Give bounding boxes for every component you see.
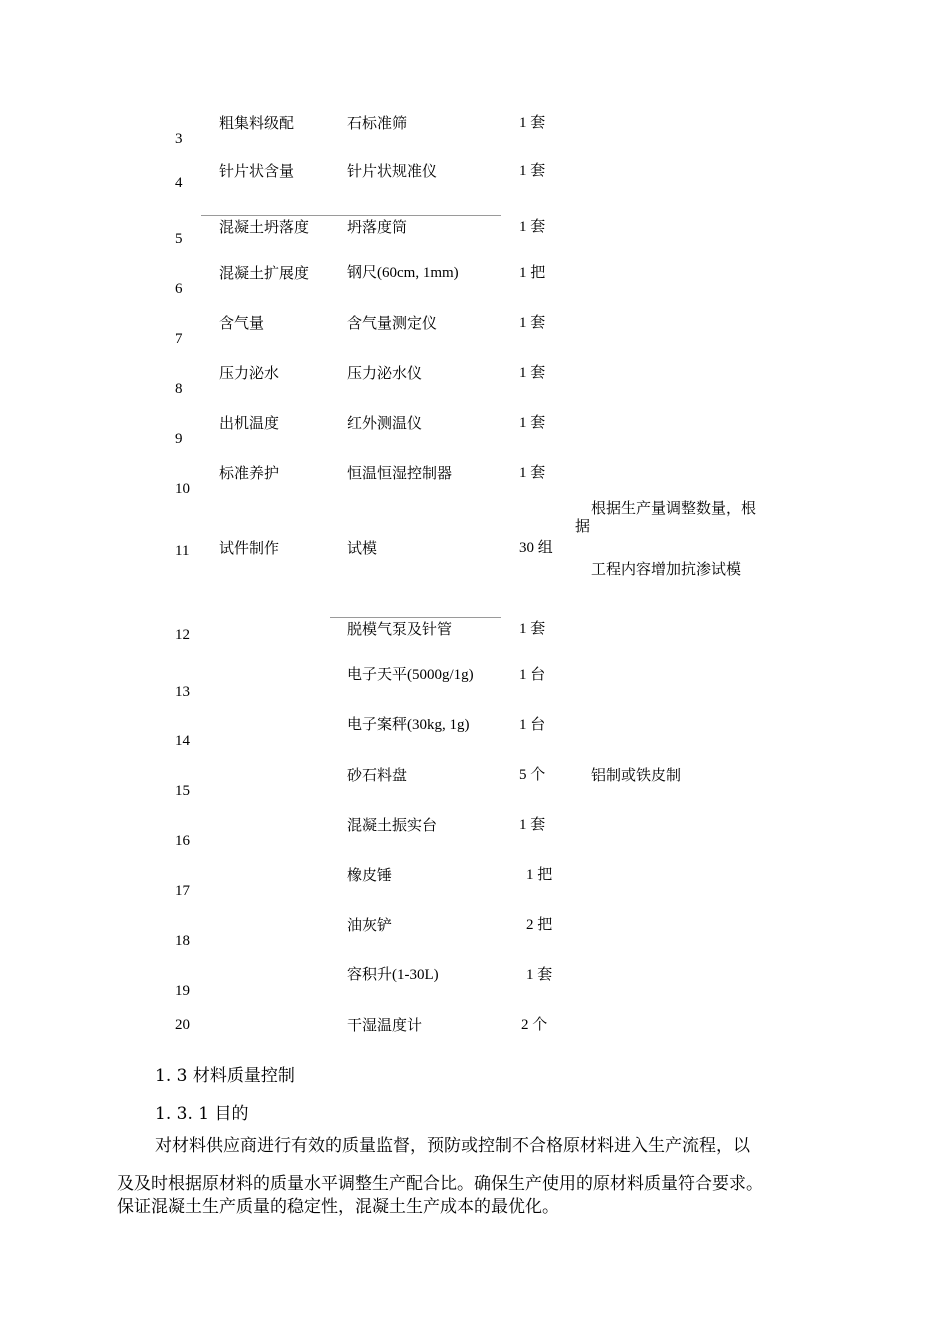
equipment-name: 针片状规准仪 bbox=[347, 162, 438, 180]
quantity: 1 台 bbox=[519, 717, 546, 733]
quantity: 1 套 bbox=[519, 365, 546, 381]
equipment-name: 容积升(1-30L) bbox=[347, 967, 439, 983]
quantity: 2 把 bbox=[526, 917, 553, 933]
quantity: 1 套 bbox=[519, 621, 546, 637]
remark-note: 工程内容增加抗渗试模 bbox=[591, 560, 742, 578]
row-number: 15 bbox=[175, 783, 190, 799]
quantity: 1 套 bbox=[519, 315, 546, 331]
equipment-name: 电子案秤(30kg, 1g) bbox=[347, 717, 470, 733]
row-number: 5 bbox=[175, 231, 183, 247]
row-number: 3 bbox=[175, 131, 183, 147]
table-rule-line bbox=[330, 617, 501, 618]
row-number: 9 bbox=[175, 431, 183, 447]
row-number: 18 bbox=[175, 933, 190, 949]
equipment-name: 红外测温仪 bbox=[347, 414, 423, 432]
row-number: 13 bbox=[175, 684, 190, 700]
equipment-name: 干湿温度计 bbox=[347, 1016, 423, 1034]
row-number: 7 bbox=[175, 331, 183, 347]
test-item: 试件制作 bbox=[219, 539, 280, 557]
quantity: 1 套 bbox=[519, 415, 546, 431]
test-item: 出机温度 bbox=[219, 414, 280, 432]
row-number: 12 bbox=[175, 627, 190, 643]
remark-note: 据 bbox=[575, 517, 591, 535]
test-item: 混凝土扩展度 bbox=[219, 264, 310, 282]
quantity: 1 套 bbox=[526, 967, 553, 983]
quantity: 30 组 bbox=[519, 540, 553, 556]
test-item: 混凝土坍落度 bbox=[219, 218, 310, 236]
equipment-name: 钢尺(60cm, 1mm) bbox=[347, 265, 459, 281]
equipment-name: 含气量测定仪 bbox=[347, 314, 438, 332]
remark-note: 根据生产量调整数量，根 bbox=[591, 499, 757, 517]
test-item: 针片状含量 bbox=[219, 162, 295, 180]
equipment-name: 橡皮锤 bbox=[347, 866, 393, 884]
quantity: 5 个 bbox=[519, 767, 546, 783]
quantity: 1 套 bbox=[519, 465, 546, 481]
row-number: 10 bbox=[175, 481, 190, 497]
equipment-name: 混凝土振实台 bbox=[347, 816, 438, 834]
row-number: 16 bbox=[175, 833, 190, 849]
subsection-heading: 1. 3. 1 目的 bbox=[155, 1104, 249, 1124]
section-heading: 1. 3 材料质量控制 bbox=[155, 1066, 295, 1086]
equipment-name: 脱模气泵及针管 bbox=[347, 620, 453, 638]
equipment-name: 电子天平(5000g/1g) bbox=[347, 667, 474, 683]
equipment-name: 石标准筛 bbox=[347, 114, 408, 132]
quantity: 1 把 bbox=[526, 867, 553, 883]
paragraph-line: 保证混凝土生产质量的稳定性，混凝土生产成本的最优化。 bbox=[117, 1197, 559, 1217]
paragraph-line: 及及时根据原材料的质量水平调整生产配合比。确保生产使用的原材料质量符合要求。 bbox=[117, 1174, 763, 1194]
table-rule-line bbox=[201, 215, 501, 216]
equipment-name: 坍落度筒 bbox=[347, 218, 408, 236]
quantity: 1 套 bbox=[519, 817, 546, 833]
row-number: 17 bbox=[175, 883, 190, 899]
row-number: 19 bbox=[175, 983, 190, 999]
quantity: 1 套 bbox=[519, 115, 546, 131]
quantity: 2 个 bbox=[521, 1017, 548, 1033]
quantity: 1 套 bbox=[519, 219, 546, 235]
remark-note: 铝制或铁皮制 bbox=[591, 766, 682, 784]
quantity: 1 台 bbox=[519, 667, 546, 683]
row-number: 8 bbox=[175, 381, 183, 397]
equipment-name: 砂石料盘 bbox=[347, 766, 408, 784]
test-item: 粗集料级配 bbox=[219, 114, 295, 132]
test-item: 含气量 bbox=[219, 314, 265, 332]
equipment-name: 恒温恒湿控制器 bbox=[347, 464, 453, 482]
equipment-name: 油灰铲 bbox=[347, 916, 393, 934]
quantity: 1 把 bbox=[519, 265, 546, 281]
row-number: 6 bbox=[175, 281, 183, 297]
test-item: 标准养护 bbox=[219, 464, 280, 482]
paragraph-line: 对材料供应商进行有效的质量监督，预防或控制不合格原材料进入生产流程，以 bbox=[155, 1136, 750, 1156]
equipment-name: 压力泌水仪 bbox=[347, 364, 423, 382]
quantity: 1 套 bbox=[519, 163, 546, 179]
row-number: 11 bbox=[175, 543, 190, 559]
test-item: 压力泌水 bbox=[219, 364, 280, 382]
row-number: 14 bbox=[175, 733, 190, 749]
equipment-name: 试模 bbox=[347, 539, 378, 557]
row-number: 20 bbox=[175, 1017, 190, 1033]
row-number: 4 bbox=[175, 175, 183, 191]
